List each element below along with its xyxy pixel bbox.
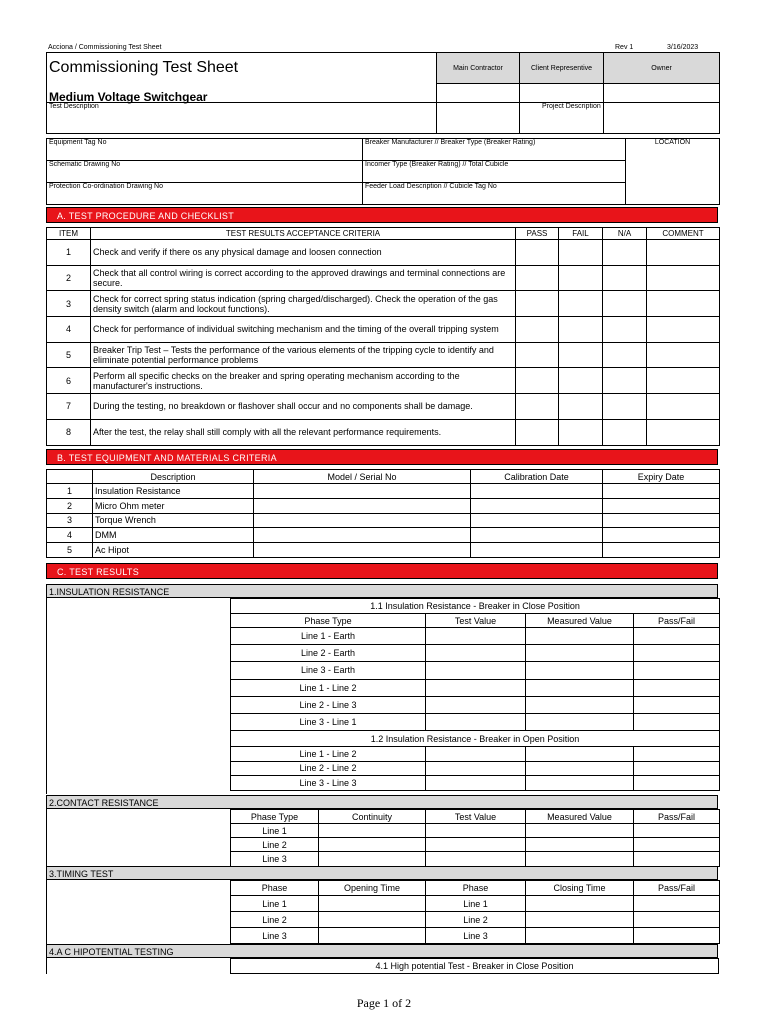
- ir-open-heading: 1.2 Insulation Resistance - Breaker in Open Position: [231, 731, 720, 747]
- tt-opening-cell[interactable]: [319, 928, 426, 944]
- cr-continuity-cell[interactable]: [319, 838, 426, 852]
- cr-col-continuity: Continuity: [319, 810, 426, 824]
- ir-close-heading: 1.1 Insulation Resistance - Breaker in Close Position: [231, 599, 720, 614]
- equipment-table: [46, 469, 720, 558]
- client-rep-label: Client Representive: [520, 53, 604, 84]
- ir-phase-type: Line 2 - Earth: [231, 645, 426, 662]
- equipment-row: [47, 484, 720, 499]
- checklist-na-cell[interactable]: [603, 240, 647, 266]
- checklist-fail-cell[interactable]: [559, 342, 603, 368]
- checklist-item-number: 1: [47, 240, 91, 266]
- feeder-label: Feeder Load Description // Cubicle Tag No: [363, 183, 626, 205]
- tt-row: [231, 896, 720, 912]
- checklist-na-cell[interactable]: [603, 317, 647, 343]
- ir-measured-cell[interactable]: [526, 747, 634, 762]
- checklist-fail-cell[interactable]: [559, 419, 603, 445]
- ir-phase-type: Line 3 - Line 1: [231, 713, 426, 730]
- tt-closing-cell[interactable]: [526, 896, 634, 912]
- equipment-block: [46, 138, 720, 205]
- equipment-calibration-cell[interactable]: [471, 498, 603, 513]
- col-pass-fail: Pass/Fail: [634, 614, 720, 628]
- tt-col-closing: Closing Time: [526, 881, 634, 896]
- ir-measured-cell[interactable]: [526, 679, 634, 696]
- equipment-number: 4: [47, 528, 93, 543]
- ir-pass-fail-cell[interactable]: [634, 662, 720, 679]
- col-description: Description: [93, 470, 254, 484]
- ir-phase-type: Line 2 - Line 2: [231, 761, 426, 776]
- checklist-criteria: After the test, the relay shall still comply with all the relevant performance requirements.: [91, 419, 516, 445]
- tt-opening-cell[interactable]: [319, 896, 426, 912]
- equipment-row: [47, 543, 720, 558]
- ir-close-row: [231, 713, 720, 730]
- checklist-fail-cell[interactable]: [559, 394, 603, 420]
- ir-pass-fail-cell[interactable]: [634, 747, 720, 762]
- ir-phase-type: Line 2 - Line 3: [231, 696, 426, 713]
- equipment-model-cell[interactable]: [254, 543, 471, 558]
- contact-resistance-header: 2.CONTACT RESISTANCE: [46, 795, 718, 809]
- checklist-row: [47, 265, 720, 291]
- checklist-item-number: 8: [47, 419, 91, 445]
- tt-phase: Line 1: [231, 896, 319, 912]
- location-label: LOCATION: [626, 139, 720, 205]
- ir-test-value-cell[interactable]: [426, 713, 526, 730]
- ir-close-row: [231, 628, 720, 645]
- ir-phase-type: Line 1 - Line 2: [231, 679, 426, 696]
- tt-phase-2: Line 3: [426, 928, 526, 944]
- cr-continuity-cell[interactable]: [319, 852, 426, 866]
- cr-test-value-cell[interactable]: [426, 824, 526, 838]
- checklist-na-cell[interactable]: [603, 342, 647, 368]
- cr-row: [231, 824, 720, 838]
- checklist-criteria: During the testing, no breakdown or flashover shall occur and no components shall be damage.: [91, 394, 516, 420]
- ir-phase-type: Line 1 - Earth: [231, 628, 426, 645]
- ir-test-value-cell[interactable]: [426, 645, 526, 662]
- checklist-pass-cell[interactable]: [516, 265, 559, 291]
- checklist-pass-cell[interactable]: [516, 368, 559, 394]
- ir-measured-cell[interactable]: [526, 696, 634, 713]
- tt-pass-fail-cell[interactable]: [634, 912, 720, 928]
- cr-test-value-cell[interactable]: [426, 852, 526, 866]
- col-fail: FAIL: [559, 228, 603, 240]
- checklist-item-number: 2: [47, 265, 91, 291]
- equipment-expiry-cell[interactable]: [603, 484, 720, 499]
- cr-pass-fail-cell[interactable]: [634, 838, 720, 852]
- checklist-pass-cell[interactable]: [516, 394, 559, 420]
- equipment-number: 1: [47, 484, 93, 499]
- equipment-description: DMM: [93, 528, 254, 543]
- equipment-model-cell[interactable]: [254, 484, 471, 499]
- checklist-item-number: 5: [47, 342, 91, 368]
- ir-close-row: [231, 662, 720, 679]
- equipment-calibration-cell[interactable]: [471, 543, 603, 558]
- section-a-header: A. TEST PROCEDURE AND CHECKLIST: [46, 207, 718, 223]
- breaker-manufacturer-label: Breaker Manufacturer // Breaker Type (Breaker Rating): [363, 139, 626, 161]
- checklist-fail-cell[interactable]: [559, 317, 603, 343]
- checklist-pass-cell[interactable]: [516, 419, 559, 445]
- col-expiry: Expiry Date: [603, 470, 720, 484]
- equipment-row: [47, 498, 720, 513]
- ir-measured-cell[interactable]: [526, 645, 634, 662]
- col-test-value: Test Value: [426, 614, 526, 628]
- checklist-comment-cell[interactable]: [647, 368, 720, 394]
- tt-closing-cell[interactable]: [526, 912, 634, 928]
- ir-measured-cell[interactable]: [526, 662, 634, 679]
- tt-phase-2: Line 1: [426, 896, 526, 912]
- equipment-calibration-cell[interactable]: [471, 484, 603, 499]
- tt-phase: Line 3: [231, 928, 319, 944]
- protection-label: Protection Co-ordination Drawing No: [47, 183, 363, 205]
- col-na: N/A: [603, 228, 647, 240]
- date: 3/16/2023: [667, 44, 699, 51]
- section-c-header: C. TEST RESULTS: [46, 563, 718, 579]
- checklist-na-cell[interactable]: [603, 265, 647, 291]
- ir-close-row: [231, 645, 720, 662]
- schematic-label: Schematic Drawing No: [47, 161, 363, 183]
- tt-col-opening: Opening Time: [319, 881, 426, 896]
- tt-closing-cell[interactable]: [526, 928, 634, 944]
- ir-test-value-cell[interactable]: [426, 696, 526, 713]
- checklist-fail-cell[interactable]: [559, 368, 603, 394]
- equipment-model-cell[interactable]: [254, 498, 471, 513]
- cr-table: [230, 809, 720, 867]
- checklist-criteria: Breaker Trip Test – Tests the performance of the various elements of the tripping cycle to identify and eliminate potential performance problems: [91, 342, 516, 368]
- cr-row: [231, 838, 720, 852]
- main-contractor-label: Main Contractor: [437, 53, 520, 84]
- col-phase-type: Phase Type: [231, 614, 426, 628]
- checklist-comment-cell[interactable]: [647, 317, 720, 343]
- equipment-row: [47, 528, 720, 543]
- ir-test-value-cell[interactable]: [426, 662, 526, 679]
- equipment-expiry-cell[interactable]: [603, 543, 720, 558]
- cr-test-value-cell[interactable]: [426, 838, 526, 852]
- timing-table: [230, 880, 720, 944]
- checklist-comment-cell[interactable]: [647, 291, 720, 317]
- checklist-na-cell[interactable]: [603, 394, 647, 420]
- ir-test-value-cell[interactable]: [426, 628, 526, 645]
- cr-continuity-cell[interactable]: [319, 824, 426, 838]
- ir-close-row: [231, 679, 720, 696]
- tt-row: [231, 912, 720, 928]
- equipment-tag-label: Equipment Tag No: [47, 139, 363, 161]
- checklist-row: [47, 394, 720, 420]
- equipment-model-cell[interactable]: [254, 513, 471, 528]
- col-measured-value: Measured Value: [526, 614, 634, 628]
- checklist-fail-cell[interactable]: [559, 240, 603, 266]
- cr-col-test-value: Test Value: [426, 810, 526, 824]
- checklist-row: [47, 419, 720, 445]
- ir-phase-type: Line 3 - Line 3: [231, 776, 426, 791]
- tt-pass-fail-cell[interactable]: [634, 928, 720, 944]
- equipment-description: Ac Hipot: [93, 543, 254, 558]
- tt-col-phase-2: Phase: [426, 881, 526, 896]
- cr-col-pass-fail: Pass/Fail: [634, 810, 720, 824]
- hipot-header: 4.A C HIPOTENTIAL TESTING: [46, 944, 718, 958]
- ir-pass-fail-cell[interactable]: [634, 713, 720, 730]
- ir-measured-cell[interactable]: [526, 776, 634, 791]
- equipment-description: Insulation Resistance: [93, 484, 254, 499]
- col-pass: PASS: [516, 228, 559, 240]
- checklist-comment-cell[interactable]: [647, 342, 720, 368]
- equipment-description: Torque Wrench: [93, 513, 254, 528]
- cr-measured-cell[interactable]: [526, 838, 634, 852]
- ir-test-value-cell[interactable]: [426, 747, 526, 762]
- insulation-resistance-header: 1.INSULATION RESISTANCE: [46, 584, 718, 598]
- ir-pass-fail-cell[interactable]: [634, 628, 720, 645]
- checklist-pass-cell[interactable]: [516, 342, 559, 368]
- tt-opening-cell[interactable]: [319, 912, 426, 928]
- ir-test-value-cell[interactable]: [426, 776, 526, 791]
- equipment-expiry-cell[interactable]: [603, 498, 720, 513]
- tt-row: [231, 928, 720, 944]
- checklist-comment-cell[interactable]: [647, 240, 720, 266]
- ir-measured-cell[interactable]: [526, 628, 634, 645]
- cr-measured-cell[interactable]: [526, 824, 634, 838]
- ir-table: [230, 598, 720, 791]
- ir-test-value-cell[interactable]: [426, 679, 526, 696]
- checklist-item-number: 4: [47, 317, 91, 343]
- equipment-number: 3: [47, 513, 93, 528]
- checklist-comment-cell[interactable]: [647, 265, 720, 291]
- page-subtitle: Medium Voltage Switchgear: [47, 84, 437, 134]
- ir-pass-fail-cell[interactable]: [634, 696, 720, 713]
- checklist-criteria: Check that all control wiring is correct according to the approved drawings and terminal connections are secure.: [91, 265, 516, 291]
- col-item: ITEM: [47, 228, 91, 240]
- col-model: Model / Serial No: [254, 470, 471, 484]
- revision: Rev 1: [615, 44, 634, 51]
- test-description-label: Test Description: [47, 103, 520, 134]
- cr-phase: Line 2: [231, 838, 319, 852]
- page-number: Page 1 of 2: [356, 996, 412, 1010]
- checklist-row: [47, 317, 720, 343]
- checklist-na-cell[interactable]: [603, 368, 647, 394]
- hipot-close-heading: 4.1 High potential Test - Breaker in Close Position: [231, 959, 719, 974]
- ir-pass-fail-cell[interactable]: [634, 761, 720, 776]
- tt-pass-fail-cell[interactable]: [634, 896, 720, 912]
- col-calibration: Calibration Date: [471, 470, 603, 484]
- cr-pass-fail-cell[interactable]: [634, 852, 720, 866]
- cr-pass-fail-cell[interactable]: [634, 824, 720, 838]
- checklist-row: [47, 240, 720, 266]
- project-description-label: Project Description: [520, 103, 720, 134]
- ir-measured-cell[interactable]: [526, 761, 634, 776]
- tt-phase: Line 2: [231, 912, 319, 928]
- timing-test-header: 3.TIMING TEST: [46, 866, 718, 880]
- ir-open-row: [231, 761, 720, 776]
- equipment-number: 2: [47, 498, 93, 513]
- checklist-row: [47, 368, 720, 394]
- checklist-criteria: Check for correct spring status indication (spring charged/discharged). Check the operation of the gas density switch (alarm and lockout functions).: [91, 291, 516, 317]
- equipment-calibration-cell[interactable]: [471, 513, 603, 528]
- description-block: [46, 102, 720, 134]
- checklist-na-cell[interactable]: [603, 291, 647, 317]
- checklist-criteria: Perform all specific checks on the breaker and spring operating mechanism according to the manufacturer's instructions.: [91, 368, 516, 394]
- hipot-table: [230, 958, 719, 974]
- section-b-header: B. TEST EQUIPMENT AND MATERIALS CRITERIA: [46, 449, 718, 465]
- ir-open-row: [231, 776, 720, 791]
- checklist-pass-cell[interactable]: [516, 317, 559, 343]
- ir-pass-fail-cell[interactable]: [634, 776, 720, 791]
- cr-phase: Line 1: [231, 824, 319, 838]
- ir-open-row: [231, 747, 720, 762]
- equipment-row: [47, 513, 720, 528]
- col-comment: COMMENT: [647, 228, 720, 240]
- checklist-item-number: 6: [47, 368, 91, 394]
- cr-phase: Line 3: [231, 852, 319, 866]
- col-criteria: TEST RESULTS ACCEPTANCE CRITERIA: [91, 228, 516, 240]
- checklist-criteria: Check for performance of individual switching mechanism and the timing of the overall tripping system: [91, 317, 516, 343]
- equipment-model-cell[interactable]: [254, 528, 471, 543]
- checklist-table: [46, 227, 720, 446]
- cr-col-measured: Measured Value: [526, 810, 634, 824]
- checklist-pass-cell[interactable]: [516, 240, 559, 266]
- equipment-expiry-cell[interactable]: [603, 513, 720, 528]
- checklist-item-number: 7: [47, 394, 91, 420]
- tt-phase-2: Line 2: [426, 912, 526, 928]
- incomer-label: Incomer Type (Breaker Rating) // Total Cubicle: [363, 161, 626, 183]
- checklist-na-cell[interactable]: [603, 419, 647, 445]
- breadcrumb: Acciona / Commissioning Test Sheet: [48, 44, 162, 51]
- checklist-row: [47, 291, 720, 317]
- equipment-description: Micro Ohm meter: [93, 498, 254, 513]
- ir-test-value-cell[interactable]: [426, 761, 526, 776]
- equipment-calibration-cell[interactable]: [471, 528, 603, 543]
- cr-measured-cell[interactable]: [526, 852, 634, 866]
- ir-phase-type: Line 3 - Earth: [231, 662, 426, 679]
- checklist-fail-cell[interactable]: [559, 265, 603, 291]
- checklist-comment-cell[interactable]: [647, 419, 720, 445]
- checklist-fail-cell[interactable]: [559, 291, 603, 317]
- checklist-comment-cell[interactable]: [647, 394, 720, 420]
- ir-measured-cell[interactable]: [526, 713, 634, 730]
- tt-col-phase: Phase: [231, 881, 319, 896]
- checklist-criteria: Check and verify if there os any physical damage and loosen connection: [91, 240, 516, 266]
- cr-row: [231, 852, 720, 866]
- page-title: Commissioning Test Sheet: [47, 53, 437, 84]
- ir-close-row: [231, 696, 720, 713]
- owner-label: Owner: [604, 53, 720, 84]
- checklist-pass-cell[interactable]: [516, 291, 559, 317]
- ir-pass-fail-cell[interactable]: [634, 679, 720, 696]
- equipment-number: 5: [47, 543, 93, 558]
- ir-phase-type: Line 1 - Line 2: [231, 747, 426, 762]
- checklist-item-number: 3: [47, 291, 91, 317]
- equipment-expiry-cell[interactable]: [603, 528, 720, 543]
- ir-pass-fail-cell[interactable]: [634, 645, 720, 662]
- tt-col-pass-fail: Pass/Fail: [634, 881, 720, 896]
- cr-col-phase-type: Phase Type: [231, 810, 319, 824]
- checklist-row: [47, 342, 720, 368]
